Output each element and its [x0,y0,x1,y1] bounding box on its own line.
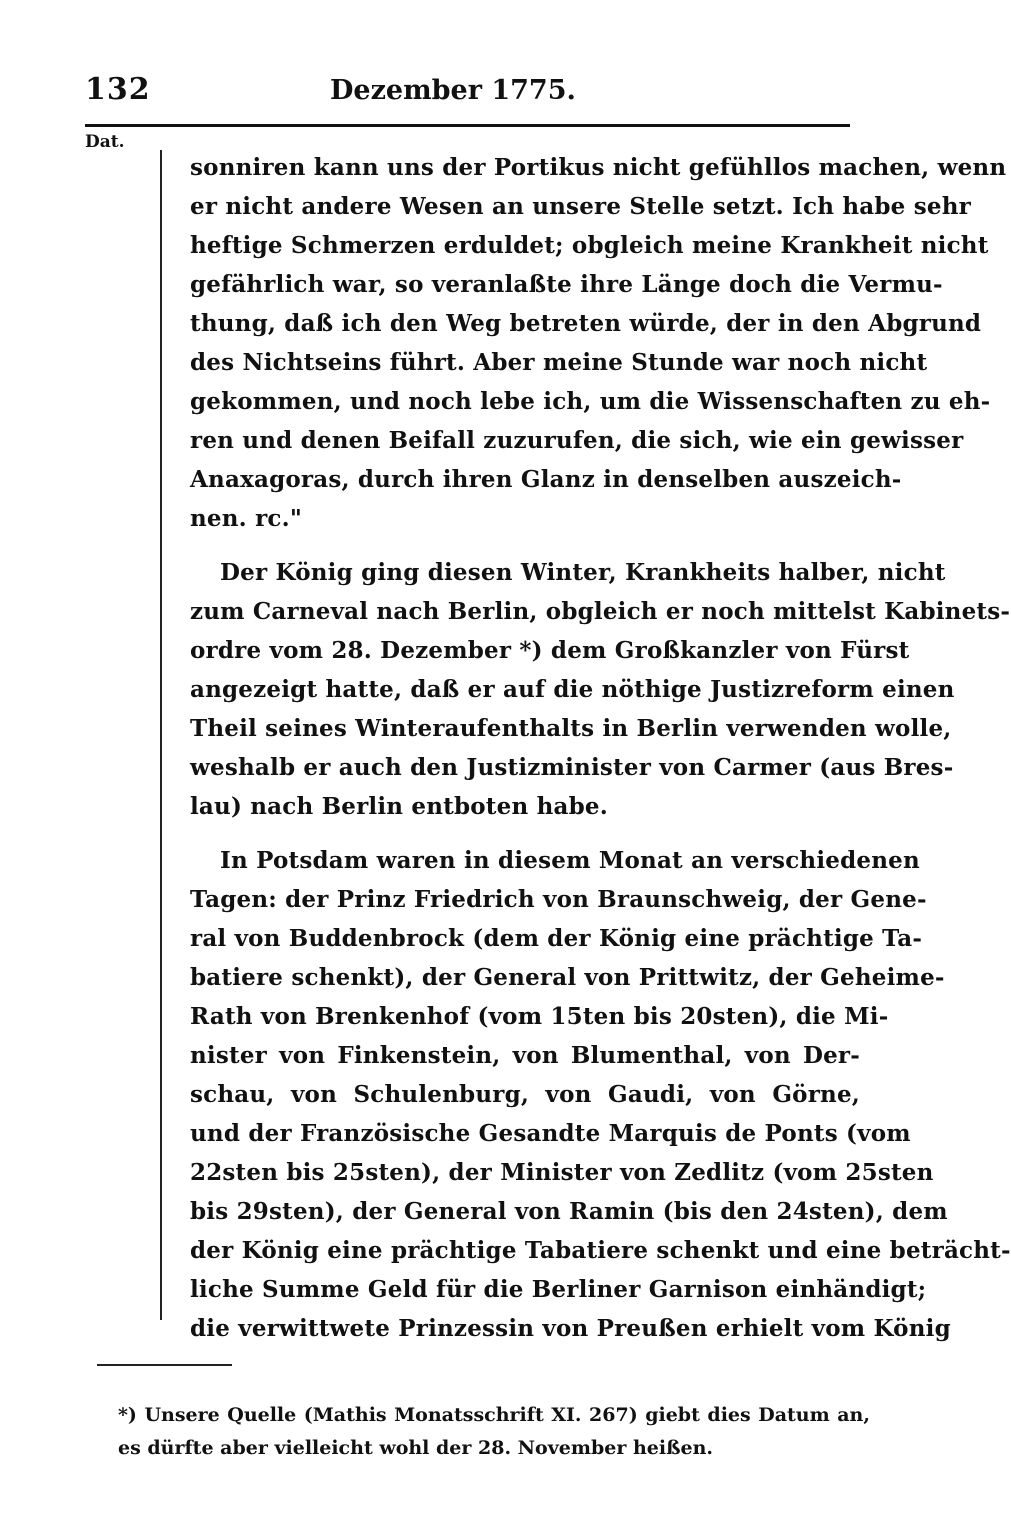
text-line: bis 29sten), der General von Ramin (bis den 24sten), dem [190,1198,948,1225]
text-line: zum Carneval nach Berlin, obgleich er noch mittelst Kabinets- [190,598,1011,625]
text-line: liche Summe Geld für die Berliner Garnison einhändigt; [190,1276,927,1303]
text-line: ral von Buddenbrock (dem der König eine prächtige Ta- [190,925,923,952]
text-line: Rath von Brenkenhof (vom 15ten bis 20sten), die Mi- [190,1003,889,1030]
text-line: ren und denen Beifall zuzurufen, die sich, wie ein gewisser [190,427,964,454]
text-line: nister von Finkenstein, von Blumenthal, von Der- [190,1042,860,1069]
text-line: des Nichtseins führt. Aber meine Stunde war noch nicht [190,349,928,376]
text-line: Tagen: der Prinz Friedrich von Braunschweig, der Gene- [190,886,927,913]
footnote-line: es dürfte aber vielleicht wohl der 28. November heißen. [118,1437,714,1459]
text-line: nen. rc." [190,505,303,532]
paragraph-gap [190,538,860,553]
main-text [190,148,1011,1348]
text-line: schau, von Schulenburg, von Gaudi, von Görne, [190,1081,860,1108]
text-line: Theil seines Winteraufenthalts in Berlin verwenden wolle, [190,715,952,742]
footnote [118,1399,870,1465]
text-line: der König eine prächtige Tabatiere schenkt und eine beträcht- [190,1237,1011,1264]
footnote-rule [97,1364,232,1366]
text-line: und der Französische Gesandte Marquis de Ponts (vom [190,1120,911,1147]
text-line: angezeigt hatte, daß er auf die nöthige Justizreform einen [190,676,955,703]
text-line: 22sten bis 25sten), der Minister von Zedlitz (vom 25sten [190,1159,934,1186]
header-rule [85,124,850,127]
margin-rule [160,150,162,1320]
text-line: Anaxagoras, durch ihren Glanz in denselben auszeich- [190,466,902,493]
page-number: 132 [85,72,151,107]
paragraph-gap [190,826,860,841]
text-line: heftige Schmerzen erduldet; obgleich meine Krankheit nicht [190,232,989,259]
text-line: lau) nach Berlin entboten habe. [190,793,608,820]
text-line: Der König ging diesen Winter, Krankheits halber, nicht [220,559,946,586]
text-line: er nicht andere Wesen an unsere Stelle setzt. Ich habe sehr [190,193,971,220]
text-line: gefährlich war, so veranlaßte ihre Länge doch die Vermu- [190,271,943,298]
text-line: batiere schenkt), der General von Prittwitz, der Geheime- [190,964,945,991]
text-line: weshalb er auch den Justizminister von Carmer (aus Bres- [190,754,954,781]
text-line: die verwittwete Prinzessin von Preußen erhielt vom König [190,1315,951,1342]
margin-label: Dat. [85,132,125,152]
text-line: In Potsdam waren in diesem Monat an verschiedenen [220,847,920,874]
text-line: gekommen, und noch lebe ich, um die Wissenschaften zu eh- [190,388,991,415]
running-title: Dezember 1775. [330,75,576,106]
text-line: thung, daß ich den Weg betreten würde, der in den Abgrund [190,310,982,337]
text-line: sonniren kann uns der Portikus nicht gefühllos machen, wenn [190,154,1007,181]
footnote-line: *) Unsere Quelle (Mathis Monatsschrift XI. 267) giebt dies Datum an, [118,1404,870,1426]
text-line: ordre vom 28. Dezember *) dem Großkanzler von Fürst [190,637,910,664]
